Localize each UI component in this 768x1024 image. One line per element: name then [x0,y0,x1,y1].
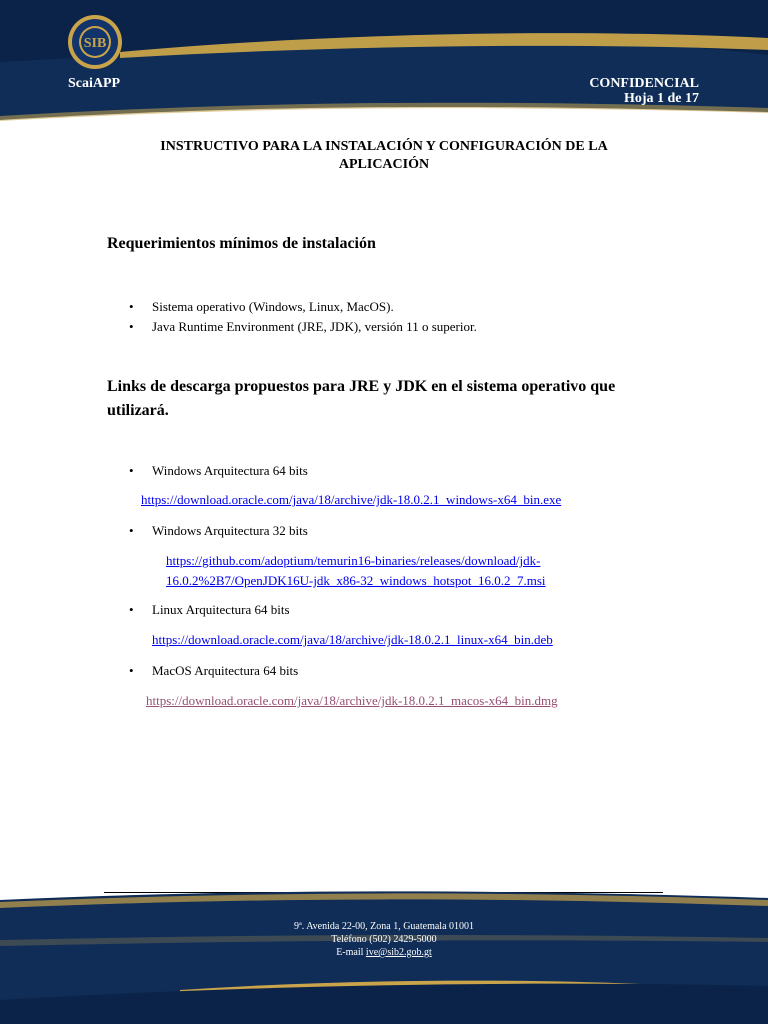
links-heading: Links de descarga propuestos para JRE y JDK en el sistema operativo que utilizará. [107,378,616,419]
requirements-heading: Requerimientos mínimos de instalación [107,235,376,252]
footer-address: 9ª. Avenida 22-00, Zona 1, Guatemala 01001 [293,921,475,932]
svg-text:SIB: SIB [83,36,107,51]
download-item-windows-64: • Windows Arquitectura 64 bits [129,463,308,478]
list-item: • Java Runtime Environment (JRE, JDK), versión 11 o superior. [129,319,477,334]
document-title: INSTRUCTIVO PARA LA INSTALACIÓN Y CONFIGURACIÓN DE LA APLICACIÓN [160,139,608,172]
confidential-label: CONFIDENCIAL [589,76,699,91]
footer-phone: Teléfono (502) 2429-5000 [331,934,437,945]
page-indicator: Hoja 1 de 17 [623,91,699,106]
download-item-windows-32: • Windows Arquitectura 32 bits [129,523,308,538]
download-item-macos-64: • MacOS Arquitectura 64 bits [129,663,299,678]
download-link-windows-64[interactable]: https://download.oracle.com/java/18/archive/jdk-18.0.2.1_windows-x64_bin.exe [141,492,562,507]
requirements-list [107,297,477,337]
app-name: ScaiAPP [68,76,121,91]
download-link-linux-64[interactable]: https://download.oracle.com/java/18/archive/jdk-18.0.2.1_linux-x64_bin.deb [152,632,553,647]
header-right [589,76,699,106]
footer-email-link[interactable]: ive@sib2.gob.gt [365,947,432,958]
sib-logo [67,14,123,70]
download-link-macos-64[interactable]: https://download.oracle.com/java/18/archive/jdk-18.0.2.1_macos-x64_bin.dmg [146,693,558,708]
download-link-windows-32[interactable]: https://github.com/adoptium/temurin16-binaries/releases/download/jdk- 16.0.2%2B7/OpenJDK16U-jdk_x86-32_windows_hotspot_16.0.2_7.msi [166,553,546,588]
footer-contact [0,920,768,959]
footer-email-line: E-mail ive@sib2.gob.gt [336,947,432,958]
list-item: • Sistema operativo (Windows, Linux, MacOS). [129,299,394,314]
download-item-linux-64: • Linux Arquitectura 64 bits [129,602,290,617]
